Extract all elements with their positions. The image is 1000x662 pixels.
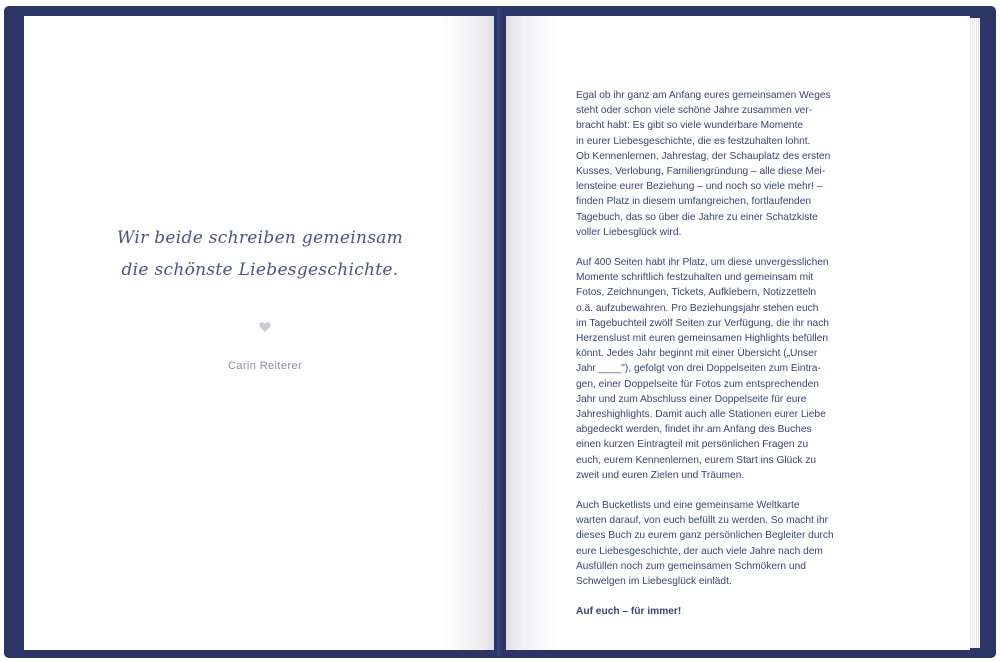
text-line: bracht habt: Es gibt so viele wunderbare Momente bbox=[576, 120, 804, 132]
text-line: Auch Bucketlists und eine gemeinsame Weltkarte bbox=[576, 500, 800, 512]
text-line: Kusses, Verlobung, Familiengründung – alle diese Mei- bbox=[576, 166, 826, 178]
paragraph-intro bbox=[576, 88, 916, 240]
text-line: im Tagebuchteil zwölf Seiten zur Verfügung, die ihr nach bbox=[576, 317, 829, 329]
text-line: Herzenslust mit euren gemeinsamen Highlights befüllen bbox=[576, 333, 828, 345]
left-page bbox=[24, 16, 496, 650]
text-line: Momente schriftlich festzuhalten und gemeinsam mit bbox=[576, 272, 814, 284]
text-line: Ausfüllen noch zum gemeinsamen Schmökern und bbox=[576, 560, 806, 572]
spine-highlight bbox=[497, 8, 503, 656]
paragraph-features bbox=[576, 255, 916, 483]
text-line: steht oder schon viele schöne Jahre zusammen ver- bbox=[576, 105, 813, 117]
text-line: finden Platz in diesem umfangreichen, fortlaufenden bbox=[576, 196, 812, 208]
body-text bbox=[576, 88, 916, 635]
page-edges bbox=[970, 18, 980, 648]
quote-line: Wir beide schreiben gemeinsam bbox=[116, 228, 404, 248]
text-line: eure Liebesgeschichte, der auch viele Jahre nach dem bbox=[576, 545, 823, 557]
text-line: o.ä. aufzubewahren. Pro Beziehungsjahr stehen euch bbox=[576, 302, 819, 314]
text-line: lensteine eurer Beziehung – und noch so viele mehr! – bbox=[576, 181, 823, 193]
text-line: Jahr ____"), gefolgt von drei Doppelseiten zum Eintra- bbox=[576, 363, 821, 375]
quote-author: Carin Reiterer bbox=[227, 360, 303, 372]
text-line: Ob Kennenlernen, Jahrestag, der Schauplatz des ersten bbox=[576, 150, 831, 162]
quote-line: die schönste Liebesgeschichte. bbox=[121, 260, 399, 280]
text-line: euch, eurem Kennenlernen, eurem Start ins Glück zu bbox=[576, 454, 817, 466]
text-line: Tagebuch, das so über die Jahre zu einer Schatzkiste bbox=[576, 211, 818, 223]
text-line: voller Liebesglück wird. bbox=[576, 226, 682, 238]
text-line: in eurer Liebesgeschichte, die es festzuhalten lohnt. bbox=[576, 135, 811, 147]
text-line: gen, einer Doppelseite für Fotos zum entsprechenden bbox=[576, 378, 819, 390]
text-line: dieses Buch zu eurem ganz persönlichen Begleiter durch bbox=[576, 530, 834, 542]
text-line: Egal ob ihr ganz am Anfang eures gemeinsamen Weges bbox=[576, 90, 831, 101]
heart-icon bbox=[259, 321, 271, 333]
text-line: einen kurzen Eintragteil mit persönlichen Fragen zu bbox=[576, 439, 809, 451]
text-line: Schwelgen im Liebesglück einlädt. bbox=[576, 576, 732, 588]
paragraph-bucketlists bbox=[576, 498, 916, 589]
text-line: abgedeckt werden, findet ihr am Anfang des Buches bbox=[576, 424, 812, 436]
text-line: Jahr und zum Abschluss einer Doppelseite für eure bbox=[576, 393, 807, 405]
text-line: könnt. Jedes Jahr beginnt mit einer Übersicht („Unser bbox=[576, 348, 818, 360]
closing-line: Auf euch – für immer! bbox=[576, 606, 682, 618]
text-line: Fotos, Zeichnungen, Tickets, Aufklebern, Notizzetteln bbox=[576, 287, 817, 299]
text-line: warten darauf, von euch befüllt zu werden. So macht ihr bbox=[576, 515, 828, 527]
dedication-quote bbox=[100, 222, 420, 286]
text-line: Auf 400 Seiten habt ihr Platz, um diese unvergesslichen bbox=[576, 257, 829, 269]
text-line: Jahreshighlights. Damit auch alle Stationen eurer Liebe bbox=[576, 409, 826, 421]
text-line: zweit und euren Zielen und Träumen. bbox=[576, 469, 745, 481]
